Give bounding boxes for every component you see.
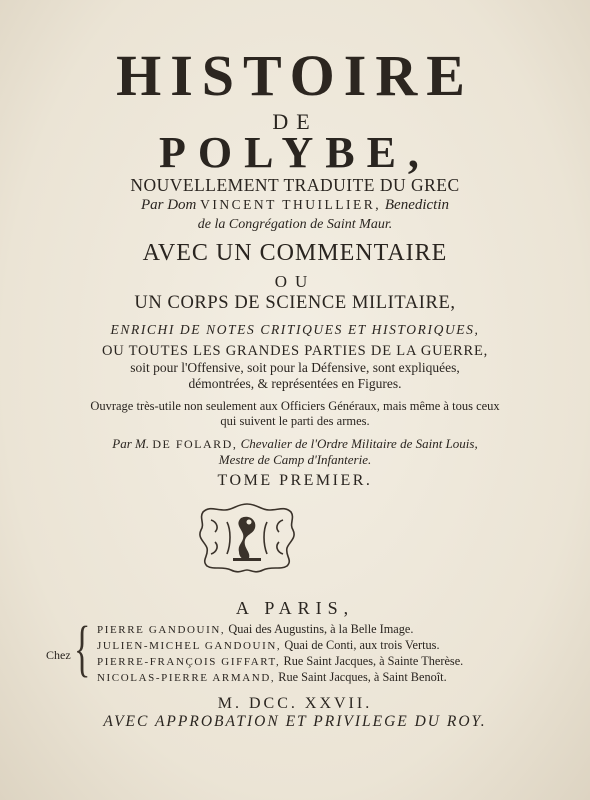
printer-address: Rue Saint Jacques, à Saint Benoît. bbox=[278, 670, 447, 684]
volume-label: TOME PREMIER. bbox=[217, 472, 373, 489]
author-line bbox=[0, 436, 590, 452]
imprint-chez: Chez bbox=[46, 648, 71, 662]
printer-line bbox=[97, 670, 447, 685]
translator-congregation: de la Congrégation de Saint Maur. bbox=[197, 217, 393, 232]
title-de: DE bbox=[272, 109, 318, 134]
commentary-ou: OU bbox=[274, 272, 316, 291]
printer-address: Rue Saint Jacques, à Sainte Therèse. bbox=[283, 654, 464, 668]
imprint-city: A PARIS, bbox=[235, 598, 355, 618]
translator-prefix: Par Dom bbox=[140, 197, 197, 213]
printer-line bbox=[97, 638, 440, 653]
translator-line bbox=[0, 197, 590, 214]
author-rank: Mestre de Camp d'Infanterie. bbox=[218, 452, 372, 467]
printer-name: PIERRE GANDOUIN, bbox=[97, 624, 226, 636]
royal-privilege: AVEC APPROBATION ET PRIVILEGE DU ROY. bbox=[103, 713, 487, 730]
title-polybe: POLYBE, bbox=[159, 128, 431, 177]
author-prefix: Par M. bbox=[112, 436, 150, 451]
ouvrage-line-1: Ouvrage très-utile non seulement aux Officiers Généraux, mais même à tous ceux bbox=[90, 399, 500, 413]
printer-line bbox=[97, 622, 413, 637]
printers-ornament-icon bbox=[197, 500, 297, 574]
ouvrage-line-2: qui suivent le parti des armes. bbox=[220, 414, 370, 428]
commentary-ou-toutes: OU TOUTES LES GRANDES PARTIES DE LA GUERRE, bbox=[101, 343, 489, 359]
printer-name: JULIEN-MICHEL GANDOUIN, bbox=[97, 640, 282, 652]
commentary-demontrees: démontrées, & représentées en Figures. bbox=[188, 376, 402, 391]
brace-icon: { bbox=[74, 615, 91, 683]
commentary-enrichi: ENRICHI DE NOTES CRITIQUES ET HISTORIQUES, bbox=[110, 322, 480, 337]
printer-name: PIERRE-FRANÇOIS GIFFART, bbox=[97, 656, 281, 668]
publication-date: M. DCC. XXVII. bbox=[217, 695, 373, 712]
printer-address: Quai de Conti, aux trois Vertus. bbox=[284, 638, 440, 652]
printer-line bbox=[97, 654, 463, 669]
commentary-corps: UN CORPS DE SCIENCE MILITAIRE, bbox=[134, 293, 456, 313]
author-name: DE FOLARD, bbox=[152, 437, 238, 451]
subtitle-translation: NOUVELLEMENT TRADUITE DU GREC bbox=[130, 175, 460, 195]
commentary-soit: soit pour l'Offensive, soit pour la Défensive, sont expliquées, bbox=[130, 360, 460, 375]
printer-name: NICOLAS-PIERRE ARMAND, bbox=[97, 672, 276, 684]
author-suffix: Chevalier de l'Ordre Militaire de Saint Louis, bbox=[240, 436, 478, 451]
translator-suffix: Benedictin bbox=[384, 197, 450, 213]
commentary-heading: AVEC UN COMMENTAIRE bbox=[142, 240, 448, 266]
main-title: HISTOIRE bbox=[116, 43, 474, 108]
translator-name: VINCENT THUILLIER, bbox=[200, 197, 382, 212]
printer-address: Quai des Augustins, à la Belle Image. bbox=[228, 622, 414, 636]
